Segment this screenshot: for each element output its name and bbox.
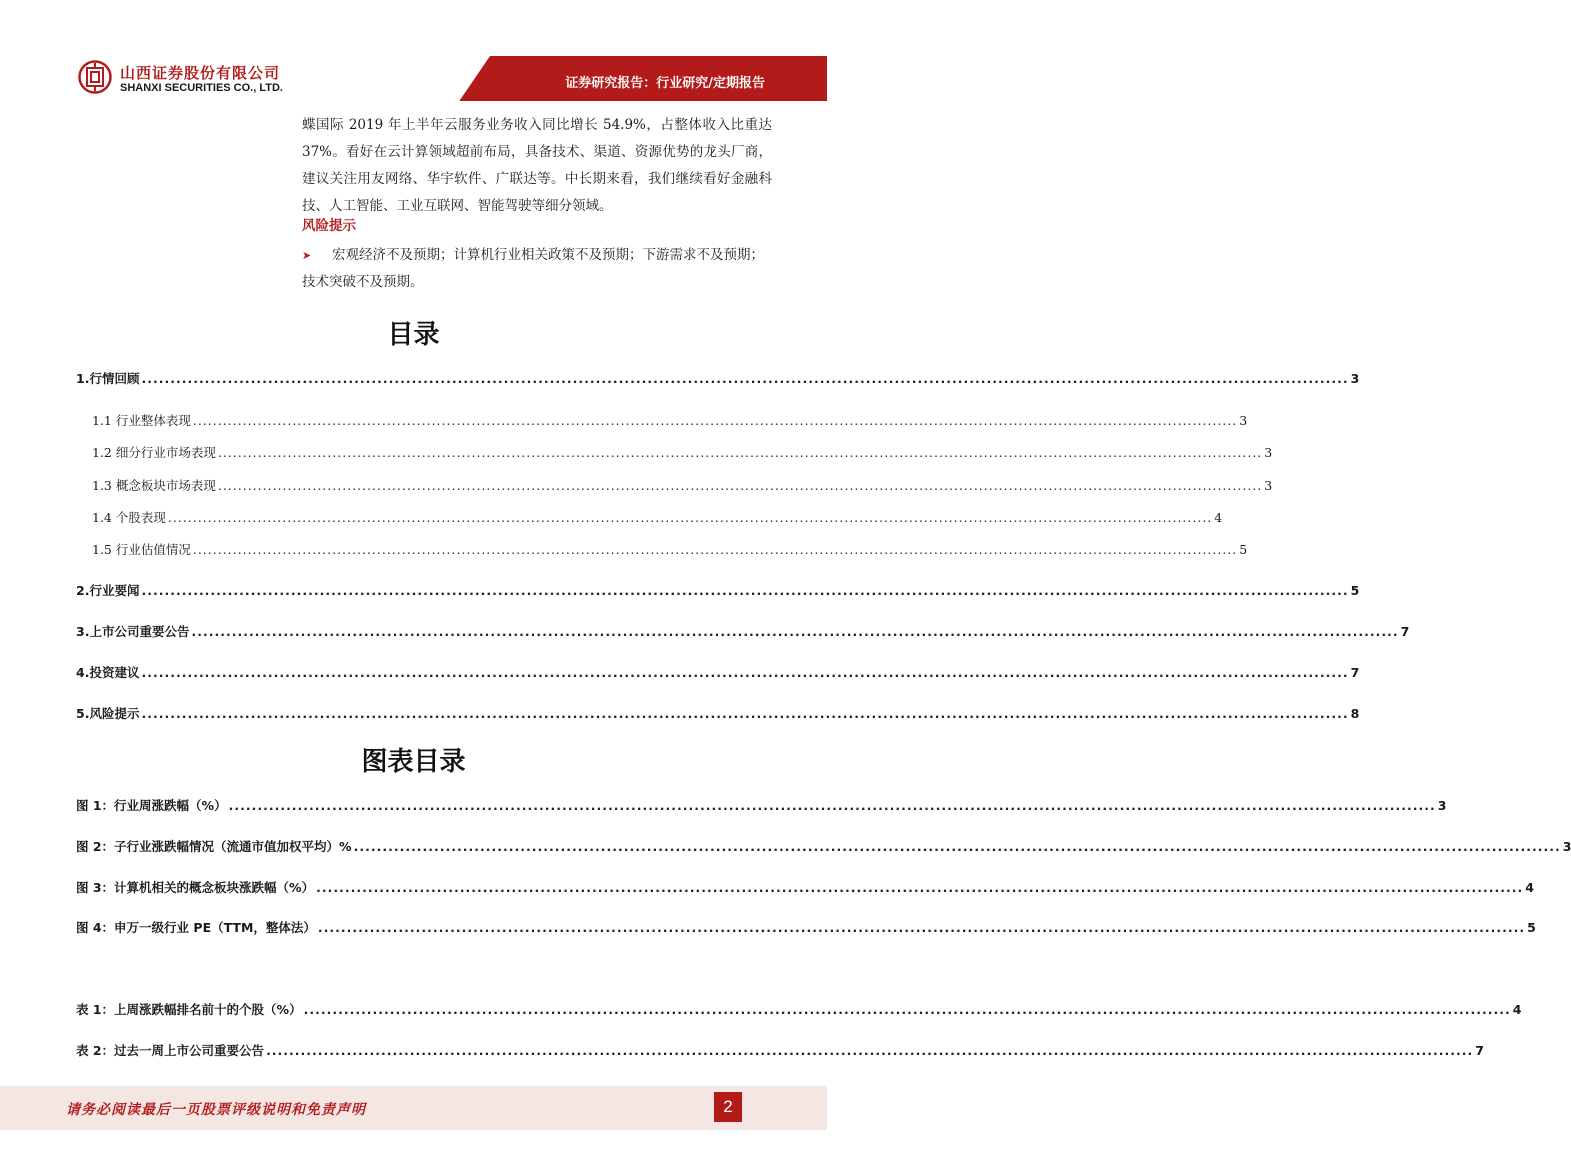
page-header bbox=[0, 0, 827, 110]
figure-item[interactable]: 图 4：申万一级行业 PE（TTM，整体法） .................................................................................................................................................................................................................. 5 bbox=[76, 920, 1536, 935]
toc-item-page: 5 bbox=[1350, 583, 1360, 598]
table-item[interactable]: 表 2：过去一周上市公司重要公告 .................................................................................................................................................................................................................. 7 bbox=[76, 1043, 1484, 1058]
toc-item-page: 3 bbox=[1264, 445, 1273, 460]
company-logo-icon bbox=[78, 60, 112, 94]
bullet-arrow-icon: ➤ bbox=[302, 249, 312, 262]
figure-item-label: 图 4：申万一级行业 PE（TTM，整体法） bbox=[76, 920, 316, 935]
figures-title: 图表目录 bbox=[361, 747, 466, 777]
toc-item[interactable]: 1.5 行业估值情况 .................................................................................................................................................................................................................. 5 bbox=[92, 542, 1248, 557]
figure-item-label: 图 1：行业周涨跌幅（%） bbox=[76, 798, 227, 813]
figure-item-page: 3 bbox=[1437, 798, 1447, 813]
toc-item[interactable]: 1.4 个股表现 .................................................................................................................................................................................................................. 4 bbox=[92, 510, 1223, 525]
toc-item-label: 4.投资建议 bbox=[76, 665, 140, 680]
toc-item-page: 3 bbox=[1350, 371, 1360, 386]
toc-item[interactable]: 1.3 概念板块市场表现 .................................................................................................................................................................................................................. 3 bbox=[92, 478, 1273, 493]
toc-item[interactable]: 2.行业要闻 .................................................................................................................................................................................................................. 5 bbox=[76, 583, 1360, 598]
toc-item[interactable]: 1.行情回顾 .................................................................................................................................................................................................................. 3 bbox=[76, 371, 1360, 386]
figure-item-page: 5 bbox=[1527, 920, 1536, 935]
company-name-en: SHANXI SECURITIES CO., LTD. bbox=[120, 82, 283, 94]
toc-item-page: 4 bbox=[1214, 510, 1223, 525]
figure-item-page: 3 bbox=[1562, 839, 1571, 854]
figure-item-page: 4 bbox=[1525, 880, 1534, 895]
toc-item-label: 5.风险提示 bbox=[76, 706, 140, 721]
risk-bullet-text: 宏观经济不及预期；计算机行业相关政策不及预期；下游需求不及预期；技术突破不及预期。 bbox=[302, 247, 764, 290]
toc-item-page: 5 bbox=[1239, 542, 1248, 557]
risk-heading: 风险提示 bbox=[302, 218, 356, 234]
footer-disclaimer: 请务必阅读最后一页股票评级说明和免责声明 bbox=[66, 1102, 366, 1118]
toc-item[interactable]: 4.投资建议 .................................................................................................................................................................................................................. 7 bbox=[76, 665, 1360, 680]
figure-item[interactable]: 图 2：子行业涨跌幅情况（流通市值加权平均）% .................................................................................................................................................................................................................. 3 bbox=[76, 839, 1571, 854]
toc-item-label: 1.3 概念板块市场表现 bbox=[92, 478, 216, 493]
toc-item-label: 1.2 细分行业市场表现 bbox=[92, 445, 216, 460]
table-item-page: 7 bbox=[1475, 1043, 1484, 1058]
figure-item-label: 图 2：子行业涨跌幅情况（流通市值加权平均）% bbox=[76, 839, 352, 854]
toc-item[interactable]: 3.上市公司重要公告 .................................................................................................................................................................................................................. 7 bbox=[76, 624, 1410, 639]
company-name-cn: 山西证券股份有限公司 bbox=[120, 64, 281, 82]
toc-item-page: 7 bbox=[1400, 624, 1410, 639]
report-type-title: 证券研究报告：行业研究/定期报告 bbox=[565, 76, 765, 91]
toc-item[interactable]: 1.1 行业整体表现 .................................................................................................................................................................................................................. 3 bbox=[92, 413, 1248, 428]
toc-item-label: 2.行业要闻 bbox=[76, 583, 140, 598]
table-item-label: 表 2：过去一周上市公司重要公告 bbox=[76, 1043, 265, 1058]
toc-item-label: 1.行情回顾 bbox=[76, 371, 140, 386]
toc-item-page: 3 bbox=[1264, 478, 1273, 493]
figure-item[interactable]: 图 3：计算机相关的概念板块涨跌幅（%） .................................................................................................................................................................................................................. 4 bbox=[76, 880, 1534, 895]
intro-paragraph: 蝶国际 2019 年上半年云服务业务收入同比增长 54.9%，占整体收入比重达 37%。看好在云计算领域超前布局，具备技术、渠道、资源优势的龙头厂商，建议关注用友网络、华宇软件、广联达等。中长期来看，我们继续看好金融科技、人工智能、工业互联网、智能驾驶等细分领域。 bbox=[302, 117, 772, 214]
toc-item[interactable]: 5.风险提示 .................................................................................................................................................................................................................. 8 bbox=[76, 706, 1360, 721]
risk-bullet bbox=[302, 242, 772, 296]
toc-item-page: 8 bbox=[1350, 706, 1360, 721]
page-number: 2 bbox=[714, 1092, 742, 1122]
table-item[interactable]: 表 1：上周涨跌幅排名前十的个股（%） .................................................................................................................................................................................................................. 4 bbox=[76, 1002, 1522, 1017]
toc-item-label: 3.上市公司重要公告 bbox=[76, 624, 190, 639]
toc-item-page: 3 bbox=[1239, 413, 1248, 428]
toc-item[interactable]: 1.2 细分行业市场表现 .................................................................................................................................................................................................................. 3 bbox=[92, 445, 1273, 460]
table-item-page: 4 bbox=[1512, 1002, 1522, 1017]
figure-item[interactable]: 图 1：行业周涨跌幅（%） .................................................................................................................................................................................................................. 3 bbox=[76, 798, 1447, 813]
toc-item-label: 1.4 个股表现 bbox=[92, 510, 166, 525]
toc-item-page: 7 bbox=[1350, 665, 1360, 680]
figure-item-label: 图 3：计算机相关的概念板块涨跌幅（%） bbox=[76, 880, 315, 895]
toc-item-label: 1.5 行业估值情况 bbox=[92, 542, 191, 557]
toc-title: 目录 bbox=[387, 320, 440, 350]
table-item-label: 表 1：上周涨跌幅排名前十的个股（%） bbox=[76, 1002, 302, 1017]
toc-item-label: 1.1 行业整体表现 bbox=[92, 413, 191, 428]
